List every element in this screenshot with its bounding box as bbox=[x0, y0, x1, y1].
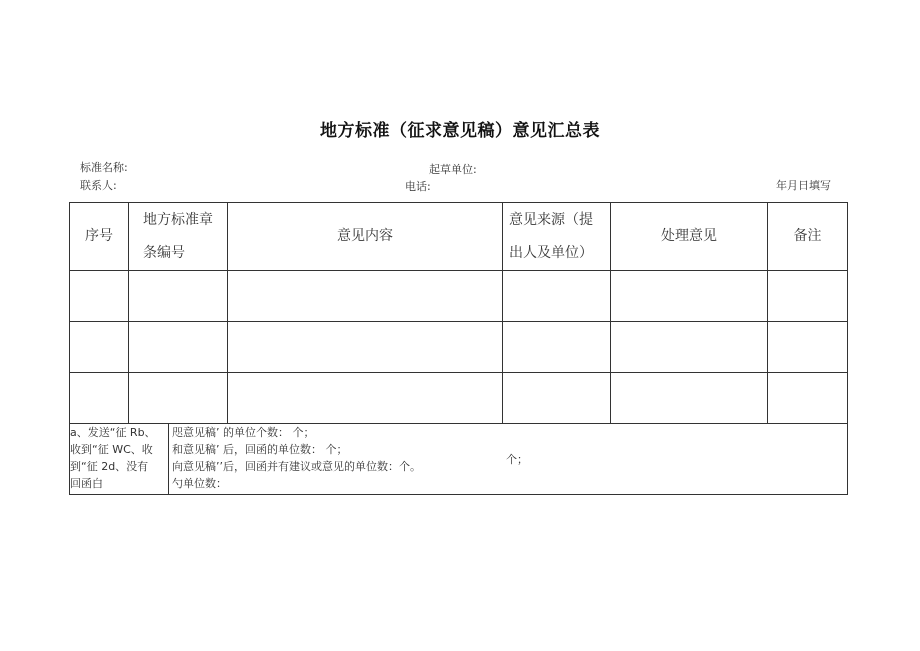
header-clause bbox=[129, 203, 228, 271]
footer-right-text bbox=[172, 424, 421, 492]
header-remarks: 备注 bbox=[768, 203, 848, 271]
cell-handling bbox=[611, 271, 768, 322]
phone-label: 电话: bbox=[405, 180, 431, 193]
contact-label: 联系人: bbox=[80, 179, 117, 192]
document-title: 地方标准（征求意见稿）意见汇总表 bbox=[320, 121, 600, 141]
footer-left-line: 到“征 2d、没有 bbox=[70, 460, 149, 473]
cell-clause bbox=[129, 271, 228, 322]
footer-right-line: 和意见稿’ 后，回函的单位数： 个； bbox=[172, 443, 348, 456]
header-clause-line1: 地方标准章 bbox=[143, 211, 213, 228]
header-content: 意见内容 bbox=[228, 203, 503, 271]
footer-left-line: 收到“征 WC、收 bbox=[70, 443, 153, 456]
footer-left-line: 回函白 bbox=[70, 477, 103, 490]
header-source-line2: 出人及单位） bbox=[509, 244, 593, 261]
cell-seq bbox=[70, 322, 129, 373]
footer-right-line: 勺单位数： bbox=[172, 477, 227, 490]
footer-left-text bbox=[70, 424, 169, 494]
table-header-row bbox=[70, 203, 848, 271]
cell-source bbox=[503, 271, 611, 322]
cell-remarks bbox=[768, 271, 848, 322]
cell-remarks bbox=[768, 373, 848, 424]
cell-content bbox=[228, 271, 503, 322]
header-clause-line2: 条编号 bbox=[143, 244, 185, 261]
cell-content bbox=[228, 373, 503, 424]
footer-cell bbox=[70, 424, 848, 495]
table-row bbox=[70, 322, 848, 373]
cell-source bbox=[503, 322, 611, 373]
table-row bbox=[70, 373, 848, 424]
header-source-line1: 意见来源（提 bbox=[509, 211, 593, 228]
cell-remarks bbox=[768, 322, 848, 373]
header-source bbox=[503, 203, 611, 271]
cell-source bbox=[503, 373, 611, 424]
footer-right-line: 咫意见稿’ 的单位个数： 个； bbox=[172, 426, 315, 439]
cell-seq bbox=[70, 271, 129, 322]
cell-content bbox=[228, 322, 503, 373]
footer-left-line: a、发送“征 Rb、 bbox=[70, 426, 156, 439]
header-seq: 序号 bbox=[70, 203, 129, 271]
cell-clause bbox=[129, 322, 228, 373]
opinion-summary-table bbox=[69, 202, 848, 495]
cell-handling bbox=[611, 373, 768, 424]
footer-extra-text: 个； bbox=[506, 453, 528, 466]
table-footer-row bbox=[70, 424, 848, 495]
date-fill-label: 年月日填写 bbox=[776, 179, 831, 192]
cell-seq bbox=[70, 373, 129, 424]
cell-handling bbox=[611, 322, 768, 373]
drafting-unit-label: 起草单位: bbox=[429, 163, 477, 176]
cell-clause bbox=[129, 373, 228, 424]
footer-right-line: 向意见稿’’后，回函并有建议或意见的单位数：个。 bbox=[172, 460, 421, 473]
table-row bbox=[70, 271, 848, 322]
header-handling: 处理意见 bbox=[611, 203, 768, 271]
standard-name-label: 标准名称: bbox=[80, 161, 128, 174]
